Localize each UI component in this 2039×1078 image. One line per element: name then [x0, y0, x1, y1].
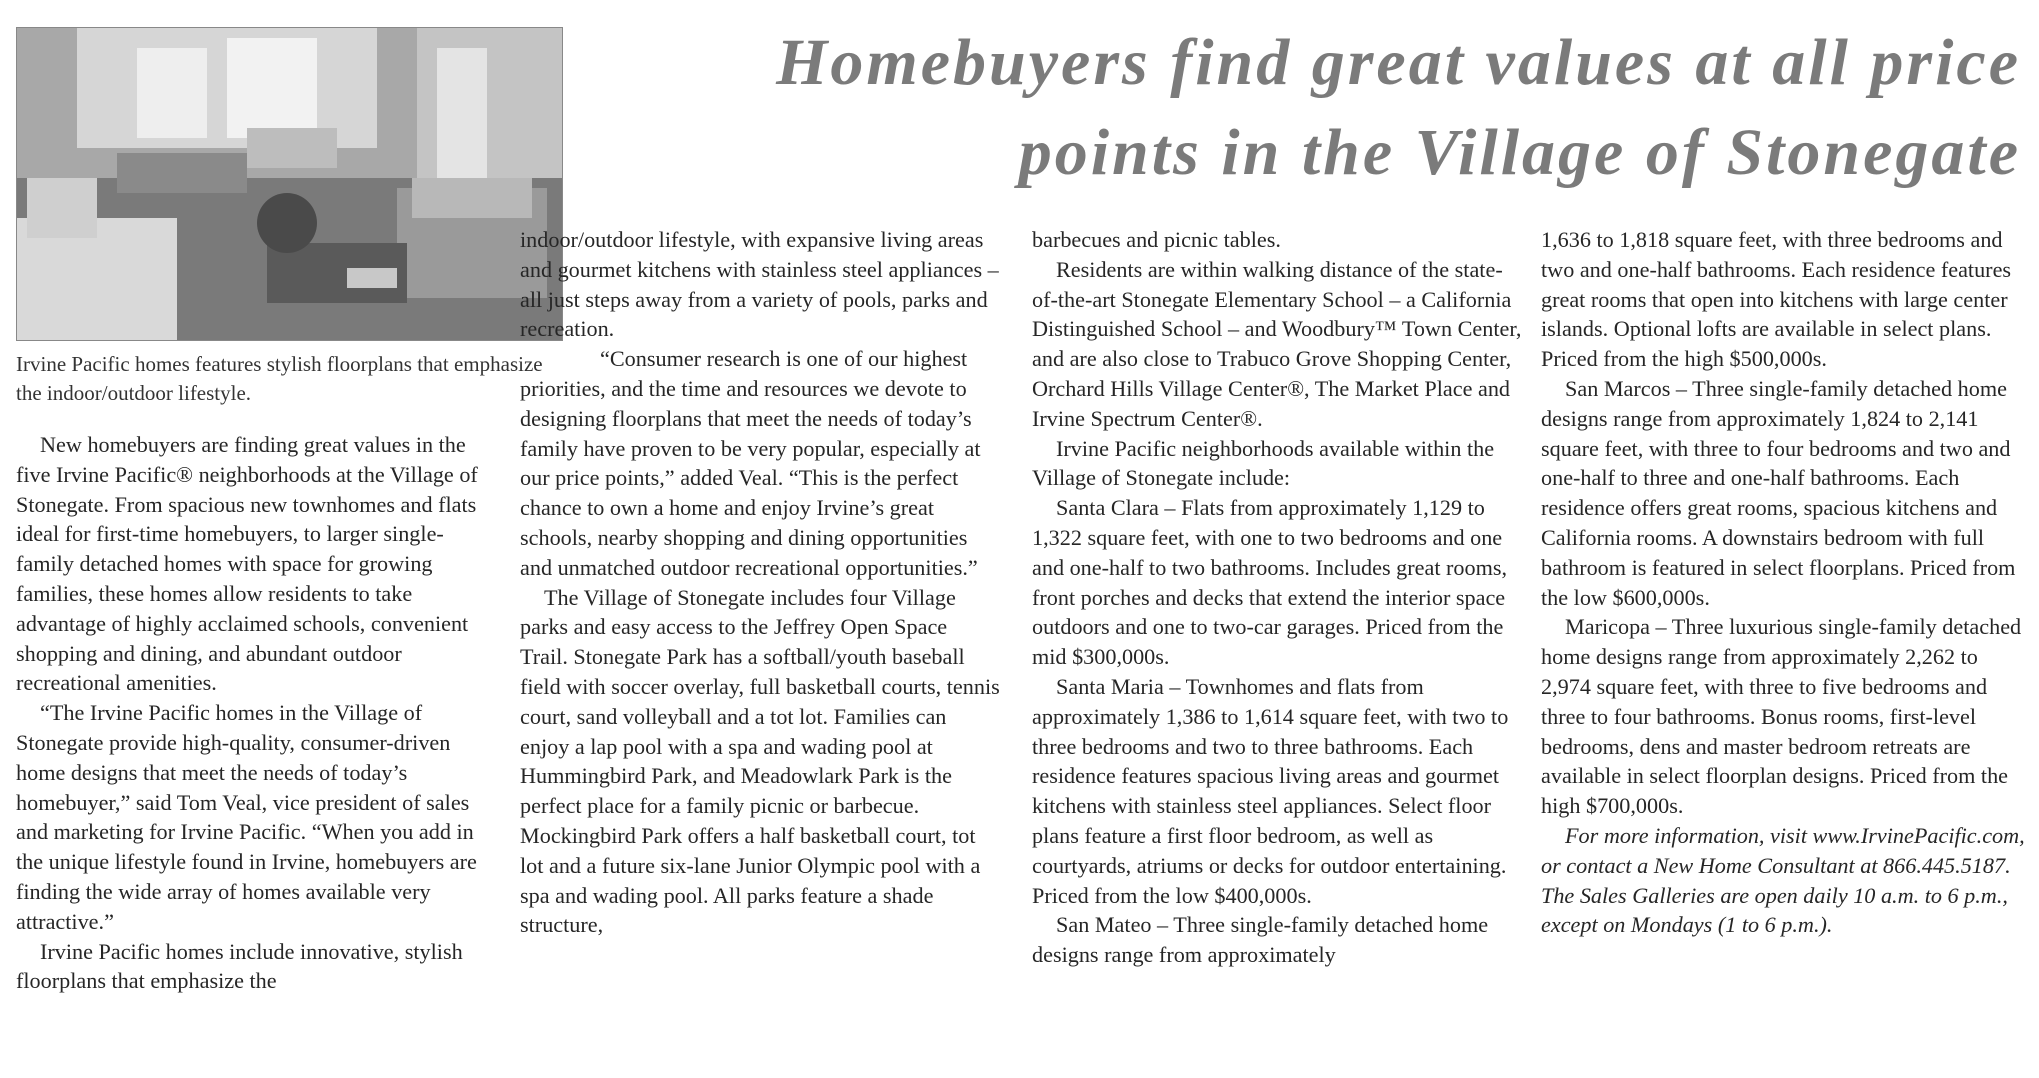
living-room-illustration — [17, 28, 562, 340]
paragraph: New homebuyers are finding great values in the five Irvine Pacific® neighborhoods at the Village of Stonegate. From spacious new townhomes and flats ideal for first-time homebuyers, to larger single-family detached homes with space for growing families, these homes allow residents to take advantage of highly acclaimed schools, convenient shopping and dining, and abundant outdoor recreational amenities. — [16, 432, 478, 696]
paragraph: barbecues and picnic tables. — [1032, 227, 1281, 252]
headline: Homebuyers find great values at all price points in the Village of Stonegate — [776, 26, 2021, 189]
paragraph: San Mateo – Three single-family detached home designs range from approximately — [1032, 912, 1489, 968]
paragraph: Residents are within walking distance of the state-of-the-art Stonegate Elementary School – a California Distinguished School – and Woodbury™ Town Center, and are also close to Trabuco Grove Shopping Center, Orchard Hills Village Center®, The Market Place and Irvine Spectrum Center®. — [1032, 256, 1522, 431]
paragraph: 1,636 to 1,818 square feet, with three bedrooms and two and one-half bathrooms. Each residence features great rooms that open into kitchens with large center islands. Optional lofts are available in select plans. Priced from the high $500,000s. — [1541, 227, 2012, 372]
article-column-2 — [520, 225, 1000, 940]
paragraph: indoor/outdoor lifestyle, with expansive living areas and gourmet kitchens with stainless steel appliances – all just steps away from a variety of pools, parks and recreation. — [520, 227, 999, 342]
paragraph: San Marcos – Three single-family detached home designs range from approximately 1,824 to 2,141 square feet, with three to four bedrooms and two and one-half to three and one-half bathrooms. Each residence offers great rooms, spacious kitchens and California rooms. A downstairs bedroom with full bathroom is featured in select floorplans. Priced from the low $600,000s. — [1541, 375, 2016, 610]
paragraph: Maricopa – Three luxurious single-family detached home designs range from approximately 2,262 to 2,974 square feet, with three to five bedrooms and three to four bathrooms. Bonus rooms, first-level bedrooms, dens and master bedroom retreats are available in select floorplan designs. Priced from the high $700,000s. — [1541, 614, 2022, 819]
paragraph: Irvine Pacific homes include innovative, stylish floorplans that emphasize the — [16, 938, 463, 994]
paragraph: Santa Clara – Flats from approximately 1,129 to 1,322 square feet, with one to two bedrooms and one and one-half to two bathrooms. Includes great rooms, front porches and decks that extend the interior space outdoors and one to two-car garages. Priced from the mid $300,000s. — [1032, 495, 1508, 670]
paragraph: Santa Maria – Townhomes and flats from approximately 1,386 to 1,614 square feet, with two to three bedrooms and two to three bathrooms. Each residence features spacious living areas and gourmet kitchens with stainless steel appliances. Select floor plans feature a first floor bedroom, as well as courtyards, atriums or decks for outdoor entertaining. Priced from the low $400,000s. — [1032, 673, 1509, 908]
interior-photo — [16, 27, 563, 341]
contact-paragraph: For more information, visit www.IrvinePacific.com, or contact a New Home Consultant at 866.445.5187. The Sales Galleries are open daily 10 a.m. to 6 p.m., except on Mondays (1 to 6 p.m.). — [1541, 822, 2025, 938]
paragraph: The Village of Stonegate includes four Village parks and easy access to the Jeffrey Open Space Trail. Stonegate Park has a softball/youth baseball field with soccer overlay, full basketball courts, tennis court, sand volleyball and a tot lot. Families can enjoy a lap pool with a spa and wading pool at Hummingbird Park, and Meadowlark Park is the perfect place for a family picnic or barbecue. Mockingbird Park offers a half basketball court, tot lot and a future six-lane Junior Olympic pool with a spa and wading pool. All parks feature a shade structure, — [520, 584, 1000, 938]
paragraph: Irvine Pacific neighborhoods available within the Village of Stonegate include: — [1032, 435, 1495, 491]
paragraph: “Consumer research is one of our highest priorities, and the time and resources we devote to designing floorplans that meet the needs of today’s family have proven to be very popular, especially at our price points,” added Veal. “This is the perfect chance to own a home and enjoy Irvine’s great schools, nearby shopping and dining opportunities and unmatched outdoor recreational opportunities.” — [520, 346, 981, 580]
photo-caption: Irvine Pacific homes features stylish floorplans that emphasize the indoor/outdoor lifestyle. — [16, 352, 543, 405]
article-column-1 — [16, 430, 486, 996]
article-column-4 — [1541, 225, 2031, 940]
paragraph: “The Irvine Pacific homes in the Village of Stonegate provide high-quality, consumer-driven home designs that meet the needs of today’s homebuyer,” said Tom Veal, vice president of sales and marketing for Irvine Pacific. “When you add in the unique lifestyle found in Irvine, homebuyers are finding the wide array of homes available very attractive.” — [16, 700, 477, 934]
article-column-3 — [1032, 225, 1522, 970]
